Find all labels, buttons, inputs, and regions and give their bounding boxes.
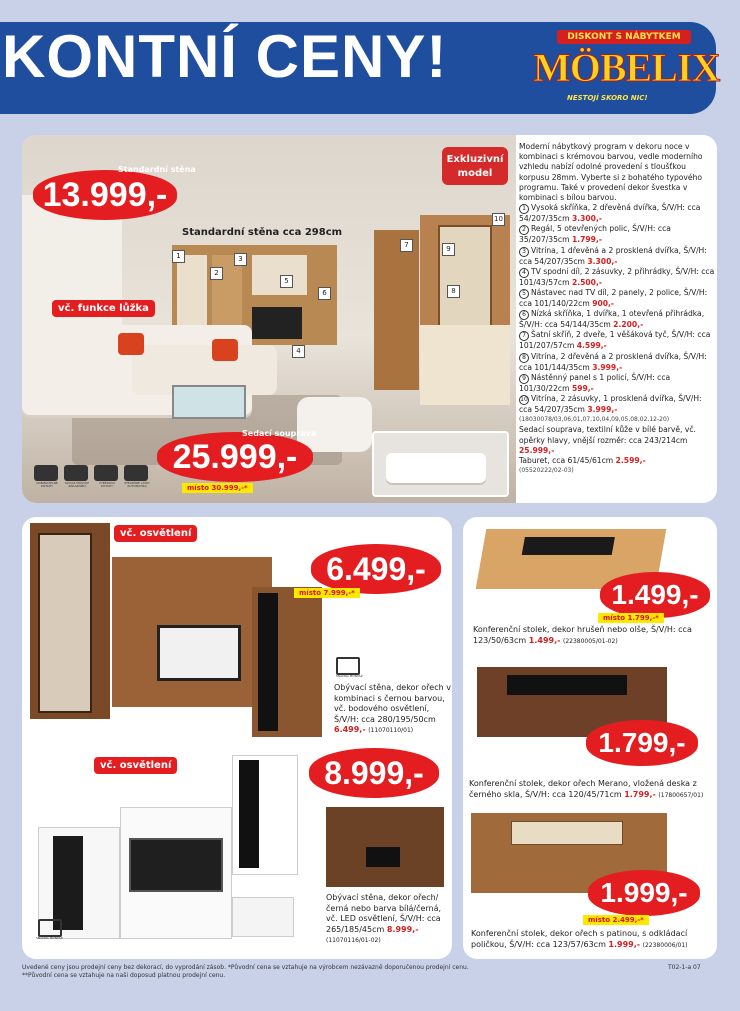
feature-icons: ODNÍMATELNÉ POTAHY DOTAZ PRÍSTUP ZÁKAZNÍKŮ VÝBĚROVÁ POTAHY STELEŇNÉ LÁTKY AUTOMATIKA — [34, 465, 174, 489]
price-burst-wall1: 6.499,- — [314, 547, 438, 591]
list-item: 5 Nástavec nad TV díl, 2 panely, 2 police, Š/V/H: cca 101/140/22cm 900,- — [519, 288, 708, 309]
list-item: 3 Vitrína, 1 dřevěná a 2 prosklená dvířka, Š/V/H: cca 54/207/35cm 3.300,- — [519, 245, 707, 266]
list-item: 10 Vitrína, 2 zásuvky, 1 prosklená dvířka, Š/V/H: cca 54/207/35cm 3.999,- — [519, 394, 702, 415]
wardrobe — [374, 230, 419, 390]
item-number: 3 — [234, 253, 247, 266]
table1-old-price: místo 1.799,-* — [598, 613, 664, 623]
page-code: T02-1-a 07 — [668, 964, 701, 971]
wall1-text: Obývací stěna, dekor ořech v kombinaci s černou barvou, vč. bodového osvětlení, Š/V/H: cca 280/195/50cm 6.499,- (11070110/01) — [334, 683, 451, 734]
living-room-photo — [22, 135, 516, 503]
list-item: 7 Šatní skříň, 2 dveře, 1 věšáková tyč, Š/V/H: cca 101/207/57cm 4.599,- — [519, 330, 711, 351]
table1-text: Konferenční stolek, dekor hrušeň nebo olše, Š/V/H: cca 123/50/63cm 1.499,- (22380005/01-02) — [473, 625, 692, 645]
ottoman — [297, 397, 372, 452]
wall2-text: Obývací stěna, dekor ořech/ černá nebo barva bílá/černá, vč. LED osvětlení, Š/V/H: cca 265/185/45cm 8.999,- (11070116/01-02) — [326, 893, 442, 944]
price-burst-wall: 13.999,- — [36, 173, 174, 217]
removable-cover-icon — [34, 465, 58, 481]
mobelix-logo[interactable] — [527, 26, 720, 106]
price-burst-sofa: 25.999,- — [160, 435, 310, 479]
article-code: (18030078/03,06,01,07,10,04,09,05,08,02,12-20) — [519, 416, 670, 424]
pillow — [118, 333, 144, 355]
item-number: 5 — [280, 275, 293, 288]
easy-assembly-icon — [38, 919, 62, 937]
sofa-price-label: Sedací souprava — [242, 429, 317, 438]
list-item: 8 Vitrína, 2 dřevěná a 2 prosklená dvířka, Š/V/H: cca 101/144/35cm 3.999,- — [519, 351, 707, 372]
wall1-old-price: místo 7.999,-* — [294, 588, 360, 598]
bed-function-tag: vč. funkce lůžka — [52, 300, 155, 317]
logo-tagline: NESTOJÍ SKORO NIC! — [567, 94, 648, 102]
item-number: 10 — [492, 213, 505, 226]
price-burst-wall2: 8.999,- — [312, 751, 436, 795]
sofa-text: Sedací souprava, textilní kůže v bílé barvě, vč. opěrky hlavy, vnější rozměr: cca 243/214cm 25.999,- — [519, 425, 696, 455]
table3-old-price: místo 2.499,-* — [583, 915, 649, 925]
pillow — [212, 339, 238, 361]
item-number: 7 — [400, 239, 413, 252]
stool-text: Taburet, cca 61/45/61cm 2.599,- — [519, 456, 646, 466]
fabric-automatic-icon — [124, 465, 148, 481]
article-code: (05520222/02-03) — [519, 467, 574, 475]
tv-screen — [157, 625, 241, 681]
tv-screen — [252, 307, 302, 339]
offer-living-room-panel — [22, 135, 717, 503]
item-number: 9 — [442, 243, 455, 256]
sofa-old-price: místo 30.999,-* — [182, 483, 253, 493]
item-number: 1 — [172, 250, 185, 263]
table2-text: Konferenční stolek, dekor ořech Merano, vložená deska z černého skla, Š/V/H: cca 120/45/71cm 1.799,- (17800657/01) — [469, 779, 704, 799]
white-lowboard — [232, 897, 294, 937]
logo-ribbon: DISKONT S NÁBYTKEM — [557, 30, 691, 44]
list-item: 4 TV spodní díl, 2 zásuvky, 2 přihrádky, Š/V/H: cca 101/43/57cm 2.500,- — [519, 266, 715, 287]
logo-brand: MÖBELIX — [533, 45, 720, 90]
wall-price-label: Standardní stěna — [118, 165, 196, 174]
item-number: 2 — [210, 267, 223, 280]
walnut-black-variant — [326, 807, 444, 887]
list-item: 6 Nízká skříňka, 1 dvířka, 1 otevřená přihrádka, Š/V/H: cca 54/144/35cm 2.200,- — [519, 309, 705, 330]
price-burst-table1: 1.499,- — [603, 575, 707, 615]
headline: KONTNÍ CENY! — [2, 23, 448, 90]
item-number: 6 — [318, 287, 331, 300]
offer1-description — [519, 142, 715, 476]
cover-choice-icon — [94, 465, 118, 481]
offer-wall-units-panel: vč. osvětlení 6.499,- místo 7.999,-* SNADNÁ MONTÁŽ Obývací stěna, dekor ořech v kombinaci s černou barvou, vč. bodového osvětlení, Š/V/H: cca 280/195/50cm 6.499,- (11070110/01) vč. osvětlení 8.999,- SNADNÁ MONTÁŽ Obývací stěna, dekor ořech/ černá nebo barva bílá/černá, vč. LED osvětlení, Š/V/H: cca 265/185/45cm 8.999,- (11070116/01-02) — [22, 517, 452, 959]
table3-text: Konferenční stolek, dekor ořech s patinou, s odkládací poličkou, Š/V/H: cca 123/57/63cm 1.999,- (22380006/01) — [471, 929, 688, 949]
exclusive-badge: Exkluzivní model — [442, 147, 508, 185]
price-burst-table2: 1.799,- — [589, 723, 695, 763]
list-item: 2 Regál, 5 otevřených polic, Š/V/H: cca 35/207/35cm 1.799,- — [519, 224, 671, 245]
lower-cabinet — [420, 325, 510, 405]
walnut-tv-unit — [112, 557, 272, 707]
lighting-tag: vč. osvětlení — [114, 525, 197, 542]
white-cabinet — [232, 755, 298, 875]
list-item: 9 Nástěnný panel s 1 policí, Š/V/H: cca 101/30/22cm 599,- — [519, 372, 671, 393]
offer-coffee-tables-panel — [463, 517, 717, 959]
wall-size-caption: Standardní stěna cca 298cm — [182, 227, 343, 238]
intro-text: Moderní nábytkový program v dekoru noce v kombinaci s krémovou barvou, vedle moderního vzhledu nabízí odolné provedení s tloušťkou korpusu 28mm. Vyberte si z bohatého typového programu. Také v provedení dekor švestka v kombinaci s bílou barvou. — [519, 142, 703, 203]
price-burst-table3: 1.999,- — [591, 873, 697, 913]
customer-access-icon — [64, 465, 88, 481]
easy-assembly-icon — [336, 657, 360, 675]
lighting-tag: vč. osvětlení — [94, 757, 177, 774]
item-number: 4 — [292, 345, 305, 358]
item-number: 8 — [447, 285, 460, 298]
walnut-cabinet — [252, 587, 322, 737]
tv-screen — [129, 838, 223, 892]
glass-coffee-table — [172, 385, 246, 419]
bed-function-inset — [372, 431, 509, 497]
white-tv-unit — [120, 807, 232, 939]
list-item: 1 Vysoká skříňka, 2 dřevěná dvířka, Š/V/H: cca 54/207/35cm 3.300,- — [519, 203, 701, 224]
walnut-vitrine — [30, 523, 110, 719]
footer-disclaimer: Uvedené ceny jsou prodejní ceny bez dekorací, do vyprodání zásob. *Původní cena se vztahuje na výrobcem nezávazně doporučenou prodejní cenu. **Původní cena se vztahuje na naši doposud platnou prodejní cenu. — [22, 964, 469, 979]
